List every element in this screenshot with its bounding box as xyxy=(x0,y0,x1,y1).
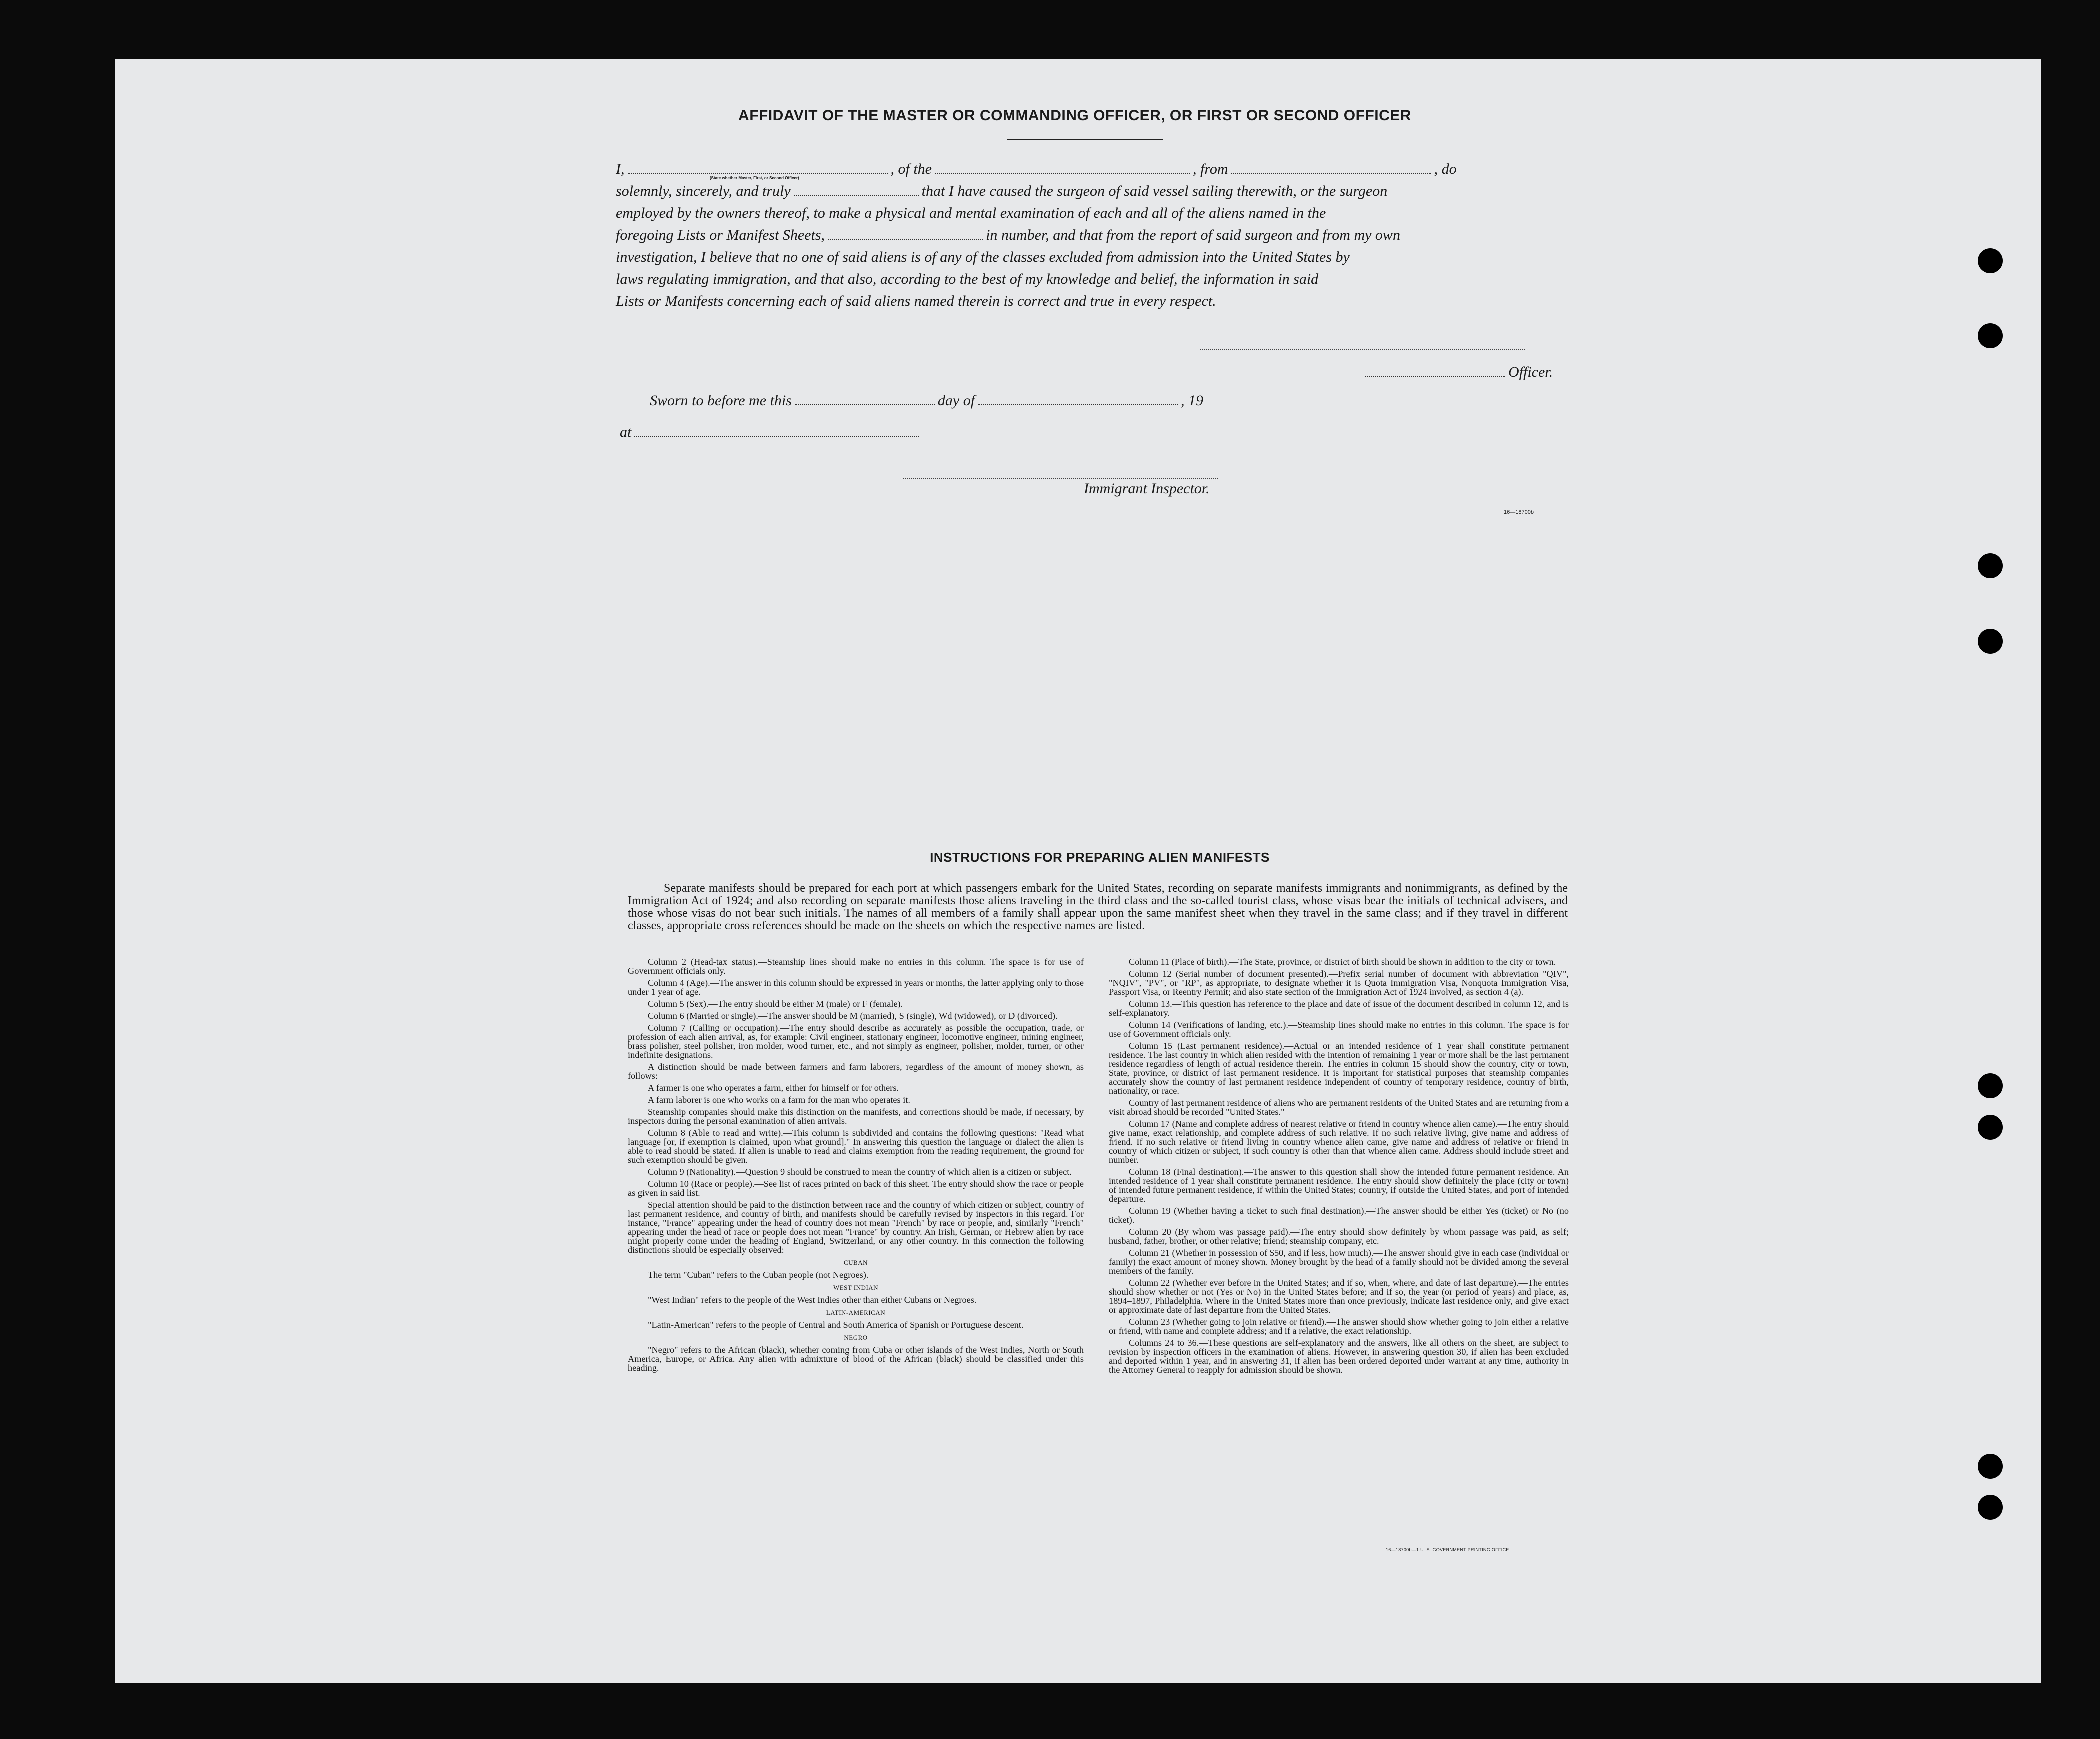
punch-hole xyxy=(1978,1074,2003,1098)
signature-line xyxy=(1200,349,1525,350)
punch-hole xyxy=(1978,324,2003,348)
affidavit-line-4: foregoing Lists or Manifest Sheets, in number, and that from the report of said surgeon and from my own xyxy=(616,227,1400,244)
immigrant-inspector-label: Immigrant Inspector. xyxy=(1084,480,1210,497)
affidavit-line-3: employed by the owners thereof, to make a physical and mental examination of each and all of the aliens named in the xyxy=(616,205,1326,222)
heading-negro: NEGRO xyxy=(844,1334,868,1342)
affidavit-line-7: Lists or Manifests concerning each of said aliens named therein is correct and true in every respect. xyxy=(616,293,1216,310)
at-line: at xyxy=(620,424,922,441)
heading-west-indian: WEST INDIAN xyxy=(833,1284,879,1292)
form-number: 16—18700b xyxy=(1504,510,1534,516)
instructions-intro: Separate manifests should be prepared for each port at which passengers embark for the United States, recording on separate manifests immigrants and nonimmigrants, as defined by the Immigration Act of 1924; and also recording on separate manifests those aliens traveling in the third class and the so-called tourist class, whose visas bear the initials of technical advisers, and those whose visas do not bear such initials. The names of all members of a family shall appear upon the same manifest sheet when they travel in the same class; and if they travel in different classes, appropriate cross references should be made on the sheets on which the respective names are listed. xyxy=(628,882,1568,932)
inspector-signature-line xyxy=(903,478,1218,479)
affidavit-line-1: I, , of the , from , do xyxy=(616,161,1457,178)
punch-hole xyxy=(1978,629,2003,654)
affidavit-line-2: solemnly, sincerely, and truly that I have caused the surgeon of said vessel sailing therewith, or the surgeon xyxy=(616,183,1388,200)
officer-rank-note: (State whether Master, First, or Second Officer) xyxy=(710,176,799,180)
punch-hole xyxy=(1978,1454,2003,1479)
punch-hole xyxy=(1978,248,2003,274)
sworn-line: Sworn to before me this day of , 19 xyxy=(650,392,1204,409)
instructions-right-column: Column 11 (Place of birth).—The State, province, or district of birth should be shown in addition to the city or town. Column 12 (Serial number of document presented).—Prefix serial number of document with abbreviation "QIV", "NQIV", "PV", or "RP", as appropriate, to designate whether it is Quota Immigration Visa, Nonquota Immigration Visa, Passport Visa, or Reentry Permit; and also state section of the Immigration Act of 1924 involved, as section 4 (a). Column 13.—This question has reference to the place and date of issue of the document described in column 12, and is self-explanatory. Column 14 (Verifications of landing, etc.).—Steamship lines should make no entries in this column. The space is for use of Government officials only. Column 15 (Last permanent residence).—Actual or an intended residence of 1 year shall constitute permanent residence. The last country in which alien resided with the intention of remaining 1 year or more shall be the last permanent residence regardless of length of actual residence therein. The entries in column 15 should show the country, city or town, State, province, or district of last permanent residence. It is important for statistical purposes that steamship companies accurately show the country of last permanent residence independent of country of temporary residence, country of birth, nationality, or race. Country of last permanent residence of aliens who are permanent residents of the United States and are returning from a visit abroad should be recorded "United States." Column 17 (Name and complete address of nearest relative or friend in country whence alien came).—The entry should give name, exact relationship, and complete address of such relative. If no such relative living, give name and address of friend. If no such relative or friend living in country whence alien came, give name and address of relative or friend in country of which citizen or subject, if such country is other than that whence alien came. Address should include street and number. Column 18 (Final destination).—The answer to this question shall show the intended future permanent residence. An intended residence of 1 year shall constitute permanent residence. The entry should show definitely the place (city or town) of intended future permanent residence, if within the United States; country, if outside the United States, and port of intended departure. Column 19 (Whether having a ticket to such final destination).—The answer should be either Yes (ticket) or No (no ticket). Column 20 (By whom was passage paid).—The entry should show definitely by whom passage was paid, as self; husband, father, brother, or other relative; friend; steamship company, etc. Column 21 (Whether in possession of $50, and if less, how much).—The answer should give in each case (individual or family) the exact amount of money shown. Money brought by the head of a family should not be divided among the several members of the family. Column 22 (Whether ever before in the United States; and if so, when, where, and date of last departure).—The entries should show whether or not (Yes or No) in the United States before; and if so, the year (or period of years) and place, as, 1894–1897, Philadelphia. Where in the United States more than once previously, indicate last residence only, and give exact or approximate date of last departure from the United States. Column 23 (Whether going to join relative or friend).—The answer should show whether going to join either a relative or friend, with name and complete address; and if a relative, the exact relationship. Columns 24 to 36.—These questions are self-explanatory and the answers, like all others on the sheet, are subject to revision by inspection officers in the examination of aliens. However, in answering question 30, if alien has been excluded and deported within 1 year, and in answering 31, if alien has been ordered deported under warrant at any time, authority in the Attorney General to reapply for admission should be shown. xyxy=(1109,957,1569,1375)
officer-signature: Officer. xyxy=(1362,364,1553,381)
heading-cuban: CUBAN xyxy=(843,1259,868,1266)
title-rule xyxy=(1007,139,1163,140)
affidavit-line-5: investigation, I believe that no one of said aliens is of any of the classes excluded from admission into the United States by xyxy=(616,249,1350,266)
affidavit-title: AFFIDAVIT OF THE MASTER OR COMMANDING OFFICER, OR FIRST OR SECOND OFFICER xyxy=(738,108,1411,124)
punch-hole xyxy=(1978,1115,2003,1140)
punch-hole xyxy=(1978,554,2003,578)
instructions-title: INSTRUCTIONS FOR PREPARING ALIEN MANIFESTS xyxy=(930,850,1270,865)
instructions-left-column: Column 2 (Head-tax status).—Steamship lines should make no entries in this column. The space is for use of Government officials only. Column 4 (Age).—The answer in this column should be expressed in years or months, the latter applying only to those under 1 year of age. Column 5 (Sex).—The entry should be either M (male) or F (female). Column 6 (Married or single).—The answer should be M (married), S (single), Wd (widowed), or D (divorced). Column 7 (Calling or occupation).—The entry should describe as accurately as possible the occupation, trade, or profession of each alien arrival, as, for example: Civil engineer, stationary engineer, locomotive engineer, mining engineer, brass polisher, steel polisher, iron molder, wood turner, etc., and not simply as engineer, polisher, molder, turner, or other indefinite designations. A distinction should be made between farmers and farm laborers, regardless of the amount of money shown, as follows: A farmer is one who operates a farm, either for himself or for others. A farm laborer is one who works on a farm for the man who operates it. Steamship companies should make this distinction on the manifests, and corrections should be made, if necessary, by inspectors during the personal examination of alien arrivals. Column 8 (Able to read and write).—This column is subdivided and contains the following questions: "Read what language [or, if exemption is claimed, upon what ground]." In answering this question the language or dialect the alien is able to read should be stated. If alien is unable to read and claims exemption from the reading requirement, the ground for such exemption should be given. Column 9 (Nationality).—Question 9 should be construed to mean the country of which alien is a citizen or subject. Column 10 (Race or people).—See list of races printed on back of this sheet. The entry should show the race or people as given in said list. Special attention should be paid to the distinction between race and the country of which citizen or subject, country of last permanent residence, and country of birth, and manifests should be carefully revised by inspectors in this regard. For instance, "France" appearing under the head of country does not mean "French" by race or people, and, similarly "French" appearing under the head of race or people does not mean "France" by country. An Irish, German, or Hebrew alien by race might properly come under the heading of England, Switzerland, or any other country. In this connection the following distinctions should be especially observed: CUBAN The term "Cuban" refers to the Cuban people (not Negroes). WEST INDIAN "West Indian" refers to the people of the West Indies other than either Cubans or Negroes. LATIN-AMERICAN "Latin-American" refers to the people of Central and South America of Spanish or Portuguese descent. NEGRO "Negro" refers to the African (black), whether coming from Cuba or other islands of the West Indies, North or South America, Europe, or Africa. Any alien with admixture of blood of the African (black) should be classified under this heading. xyxy=(628,957,1084,1373)
heading-latin-american: LATIN-AMERICAN xyxy=(826,1309,886,1316)
affidavit-line-6: laws regulating immigration, and that also, according to the best of my knowledge and belief, the information in said xyxy=(616,271,1319,288)
printing-office-footer: 16—18700b—1 U. S. GOVERNMENT PRINTING OFFICE xyxy=(1386,1548,1509,1552)
punch-hole xyxy=(1978,1495,2003,1520)
